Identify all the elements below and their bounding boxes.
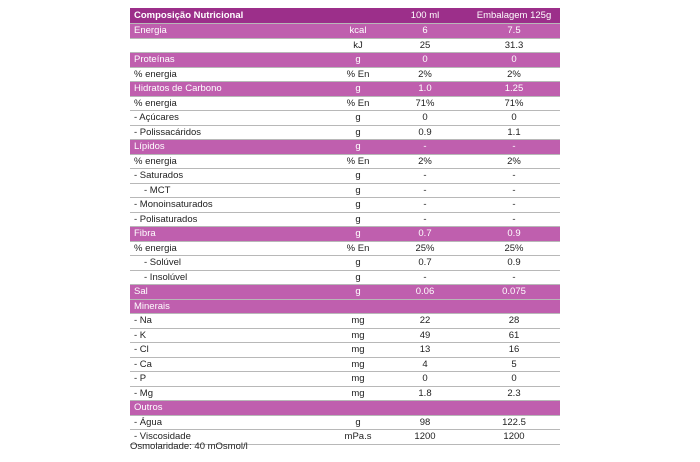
row-value-package: 25%: [468, 241, 560, 256]
table-row: [130, 328, 560, 343]
header-label: Composição Nutricional: [130, 8, 334, 24]
row-label: - P: [130, 372, 334, 387]
table-row: [130, 415, 560, 430]
row-value-100ml: 98: [382, 415, 468, 430]
row-value-package: 0.075: [468, 285, 560, 300]
table-row: [130, 67, 560, 82]
row-value-100ml: 25: [382, 38, 468, 53]
row-value-100ml: 25%: [382, 241, 468, 256]
table-row: [130, 357, 560, 372]
row-label: - MCT: [130, 183, 334, 198]
row-unit: % En: [334, 67, 382, 82]
section-row: [130, 82, 560, 97]
table-row: [130, 314, 560, 329]
table-row: [130, 169, 560, 184]
row-unit: kJ: [334, 38, 382, 53]
row-unit: g: [334, 82, 382, 97]
row-value-100ml: 0: [382, 372, 468, 387]
row-unit: g: [334, 125, 382, 140]
row-value-100ml: -: [382, 270, 468, 285]
row-value-package: -: [468, 183, 560, 198]
row-value-100ml: 0: [382, 53, 468, 68]
row-unit: g: [334, 140, 382, 155]
row-value-100ml: -: [382, 198, 468, 213]
nutrition-table-body: [130, 8, 560, 444]
row-value-100ml: 0: [382, 111, 468, 126]
table-row: [130, 212, 560, 227]
row-unit: kcal: [334, 24, 382, 39]
row-unit: mg: [334, 372, 382, 387]
table-row: [130, 96, 560, 111]
table-row: [130, 198, 560, 213]
row-unit: g: [334, 111, 382, 126]
section-row: [130, 140, 560, 155]
row-unit: g: [334, 415, 382, 430]
row-value-package: -: [468, 140, 560, 155]
row-label: % energia: [130, 67, 334, 82]
row-value-package: 7.5: [468, 24, 560, 39]
row-unit: g: [334, 212, 382, 227]
row-unit: mg: [334, 357, 382, 372]
row-label: - Açúcares: [130, 111, 334, 126]
row-unit: g: [334, 227, 382, 242]
section-row: [130, 227, 560, 242]
row-unit: g: [334, 53, 382, 68]
table-row: [130, 154, 560, 169]
row-value-100ml: 0.7: [382, 227, 468, 242]
row-label: % energia: [130, 154, 334, 169]
row-value-100ml: 1200: [382, 430, 468, 445]
row-label: - Insolúvel: [130, 270, 334, 285]
row-value-package: 16: [468, 343, 560, 358]
table-row: [130, 256, 560, 271]
row-value-100ml: 0.7: [382, 256, 468, 271]
row-value-package: -: [468, 270, 560, 285]
row-value-package: -: [468, 198, 560, 213]
table-row: [130, 125, 560, 140]
row-label: % energia: [130, 241, 334, 256]
row-value-package: 0.9: [468, 227, 560, 242]
row-unit: mPa.s: [334, 430, 382, 445]
row-unit: g: [334, 183, 382, 198]
row-value-100ml: 22: [382, 314, 468, 329]
table-row: [130, 241, 560, 256]
table-row: [130, 386, 560, 401]
row-value-package: [468, 299, 560, 314]
table-row: [130, 343, 560, 358]
row-value-package: 2.3: [468, 386, 560, 401]
row-value-package: 71%: [468, 96, 560, 111]
table-row: [130, 38, 560, 53]
row-unit: mg: [334, 343, 382, 358]
row-value-100ml: [382, 299, 468, 314]
row-label: Sal: [130, 285, 334, 300]
table-header-row: [130, 8, 560, 24]
row-label: - Solúvel: [130, 256, 334, 271]
row-value-100ml: -: [382, 212, 468, 227]
row-value-package: 28: [468, 314, 560, 329]
row-value-100ml: 13: [382, 343, 468, 358]
row-value-package: 1.25: [468, 82, 560, 97]
row-label: - Saturados: [130, 169, 334, 184]
row-label: - K: [130, 328, 334, 343]
row-value-100ml: 1.8: [382, 386, 468, 401]
row-value-100ml: 4: [382, 357, 468, 372]
row-value-100ml: 0.9: [382, 125, 468, 140]
row-label: - Na: [130, 314, 334, 329]
row-label: - Mg: [130, 386, 334, 401]
row-unit: % En: [334, 241, 382, 256]
row-value-package: 31.3: [468, 38, 560, 53]
row-label: Proteínas: [130, 53, 334, 68]
row-unit: [334, 299, 382, 314]
row-value-package: 0: [468, 372, 560, 387]
row-value-package: 0.9: [468, 256, 560, 271]
row-value-100ml: 2%: [382, 67, 468, 82]
section-row: [130, 401, 560, 416]
row-value-package: 1.1: [468, 125, 560, 140]
row-unit: mg: [334, 386, 382, 401]
row-value-100ml: 6: [382, 24, 468, 39]
section-row: [130, 53, 560, 68]
row-unit: g: [334, 285, 382, 300]
row-label: - Água: [130, 415, 334, 430]
row-value-100ml: [382, 401, 468, 416]
row-value-100ml: 49: [382, 328, 468, 343]
row-label: - Polissacáridos: [130, 125, 334, 140]
section-row: [130, 299, 560, 314]
row-label: Fibra: [130, 227, 334, 242]
row-value-100ml: 0.06: [382, 285, 468, 300]
row-label: Outros: [130, 401, 334, 416]
row-value-package: 0: [468, 111, 560, 126]
row-label: - Polisaturados: [130, 212, 334, 227]
table-row: [130, 270, 560, 285]
row-value-100ml: -: [382, 169, 468, 184]
row-label: - Monoinsaturados: [130, 198, 334, 213]
row-label: [130, 38, 334, 53]
row-label: Energia: [130, 24, 334, 39]
row-value-package: 61: [468, 328, 560, 343]
row-unit: g: [334, 270, 382, 285]
row-unit: g: [334, 198, 382, 213]
row-label: Lípidos: [130, 140, 334, 155]
row-value-100ml: 71%: [382, 96, 468, 111]
row-label: - Viscosidade: [130, 430, 334, 445]
row-label: Minerais: [130, 299, 334, 314]
table-row: [130, 372, 560, 387]
row-value-package: 5: [468, 357, 560, 372]
header-unit: [334, 8, 382, 24]
header-col-100ml: 100 ml: [382, 8, 468, 24]
row-unit: g: [334, 256, 382, 271]
row-value-package: [468, 401, 560, 416]
row-unit: [334, 401, 382, 416]
row-label: - Ca: [130, 357, 334, 372]
nutrition-table: [130, 8, 560, 445]
row-value-package: 122.5: [468, 415, 560, 430]
section-row: [130, 24, 560, 39]
row-value-package: -: [468, 212, 560, 227]
row-unit: % En: [334, 96, 382, 111]
section-row: [130, 285, 560, 300]
row-label: - Cl: [130, 343, 334, 358]
row-value-100ml: 1.0: [382, 82, 468, 97]
row-value-package: -: [468, 169, 560, 184]
header-col-package: Embalagem 125g: [468, 8, 560, 24]
osmolarity-note: Osmolaridade: 40 mOsmol/l: [130, 441, 248, 452]
row-label: Hidratos de Carbono: [130, 82, 334, 97]
row-unit: mg: [334, 314, 382, 329]
row-unit: % En: [334, 154, 382, 169]
row-value-package: 0: [468, 53, 560, 68]
table-row: [130, 183, 560, 198]
row-unit: g: [334, 169, 382, 184]
row-value-100ml: -: [382, 183, 468, 198]
row-value-package: 1200: [468, 430, 560, 445]
row-value-100ml: 2%: [382, 154, 468, 169]
row-value-100ml: -: [382, 140, 468, 155]
row-value-package: 2%: [468, 154, 560, 169]
row-label: % energia: [130, 96, 334, 111]
table-row: [130, 111, 560, 126]
row-unit: mg: [334, 328, 382, 343]
row-value-package: 2%: [468, 67, 560, 82]
